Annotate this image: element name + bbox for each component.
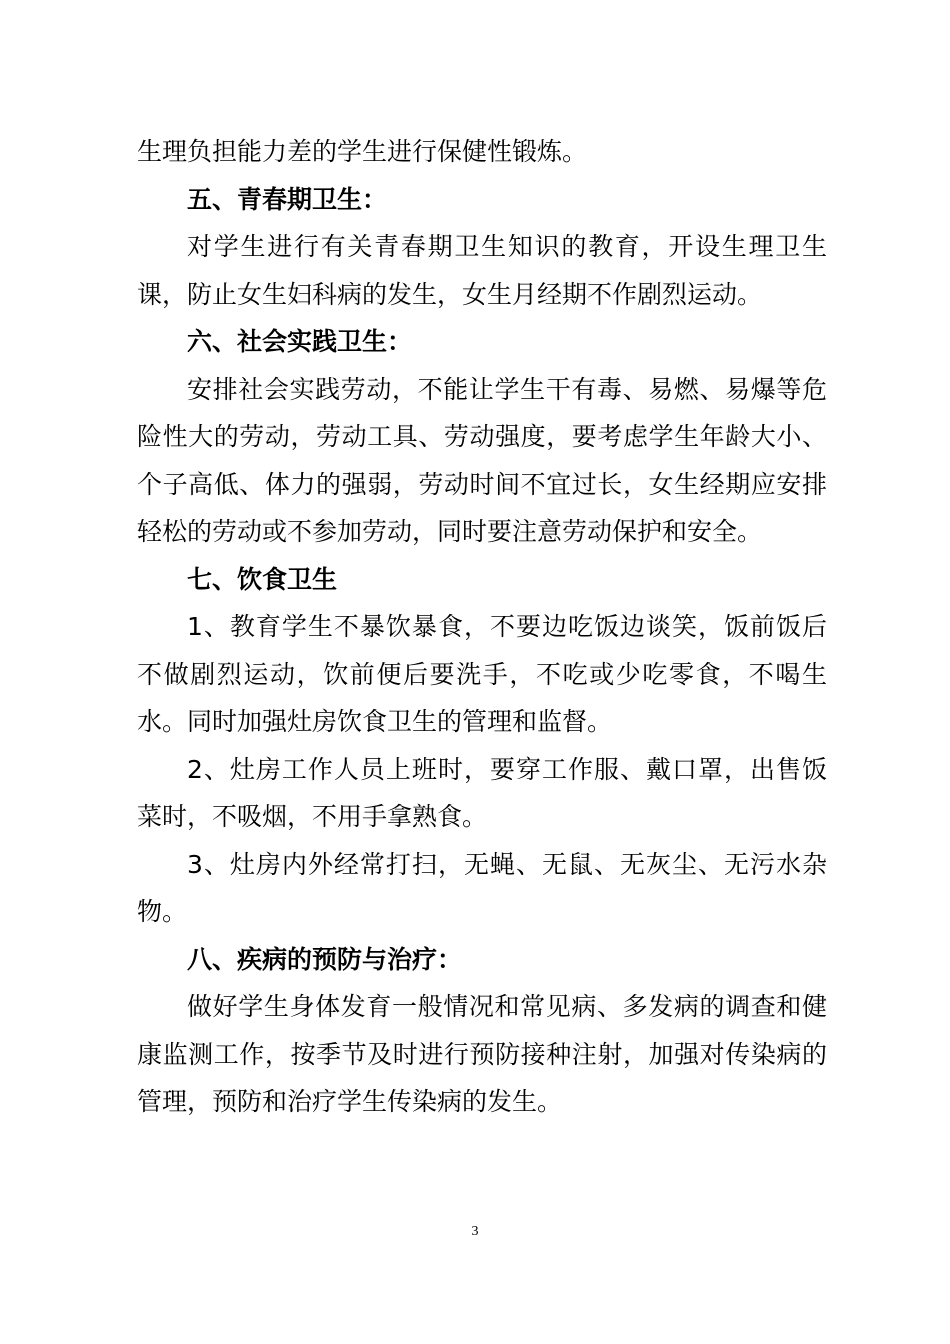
page-number: 3 bbox=[471, 1224, 479, 1239]
paragraph-disease-prevention: 做好学生身体发育一般情况和常见病、多发病的调查和健康监测工作，按季节及时进行预防接种注射，加强对传染病的管理，预防和治疗学生传染病的发生。 bbox=[137, 992, 827, 1116]
document-body bbox=[137, 128, 827, 1126]
paragraph-adolescent-hygiene: 对学生进行有关青春期卫生知识的教育，开设生理卫生课，防止女生妇科病的发生，女生月经期不作剧烈运动。 bbox=[137, 232, 827, 309]
section-heading-disease-prevention: 八、疾病的预防与治疗： bbox=[187, 944, 463, 974]
paragraph-continuation: 生理负担能力差的学生进行保健性锻炼。 bbox=[137, 137, 588, 166]
paragraph-diet-item-3: 3、灶房内外经常打扫，无蝇、无鼠、无灰尘、无污水杂物。 bbox=[137, 849, 827, 926]
paragraph-social-practice-hygiene: 安排社会实践劳动，不能让学生干有毒、易燃、易爆等危险性大的劳动，劳动工具、劳动强度，要考虑学生年龄大小、个子高低、体力的强弱，劳动时间不宜过长，女生经期应安排轻松的劳动或不参加劳动，同时要注意劳动保护和安全。 bbox=[137, 374, 827, 546]
paragraph-diet-item-1: 1、教育学生不暴饮暴食，不要边吃饭边谈笑，饭前饭后不做剧烈运动，饮前便后要洗手，不吃或少吃零食，不喝生水。同时加强灶房饮食卫生的管理和监督。 bbox=[137, 612, 827, 736]
section-heading-diet-hygiene: 七、饮食卫生 bbox=[187, 564, 338, 594]
paragraph-diet-item-2: 2、灶房工作人员上班时，要穿工作服、戴口罩，出售饭菜时，不吸烟，不用手拿熟食。 bbox=[137, 754, 827, 831]
section-heading-adolescent-hygiene: 五、青春期卫生： bbox=[187, 184, 388, 214]
section-heading-social-practice-hygiene: 六、社会实践卫生： bbox=[187, 327, 413, 356]
